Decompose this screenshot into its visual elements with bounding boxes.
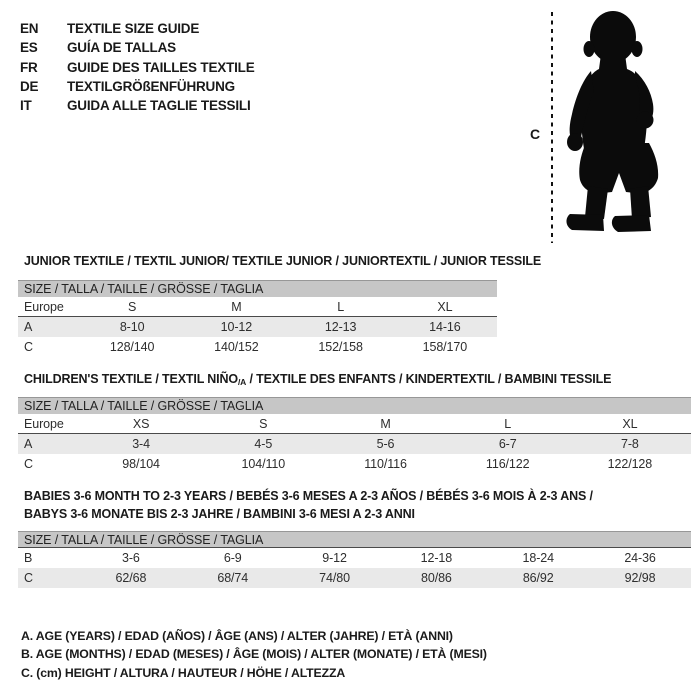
footnote-a: A. AGE (YEARS) / EDAD (AÑOS) / ÂGE (ANS) / ALTER (JAHRE) / ETÀ (ANNI) [21,629,453,643]
height-measure-dashed-line [551,12,553,243]
size-cell: 10-12 [220,320,253,334]
size-header-bar [18,280,497,297]
guide-title: GUIDA ALLE TAGLIE TESSILI [67,98,251,114]
size-cell: M [380,416,391,431]
size-header-bar [18,531,691,548]
list-item [20,58,255,77]
size-cell: 122/128 [607,457,653,471]
table-row [18,317,497,337]
size-cell: 128/140 [109,340,155,354]
size-cell: 152/158 [318,340,363,354]
list-item [20,77,255,96]
size-cell: L [337,299,345,314]
table-row [18,297,497,317]
size-header-label: SIZE / TALLA / TAILLE / GRÖSSE / TAGLIA [24,282,264,296]
table-row [18,454,691,474]
list-item [20,38,255,57]
size-cell: 7-8 [621,437,639,451]
row-label: A [24,437,33,451]
size-cell: 14-16 [429,320,461,334]
nino-a-subscript: /A [237,377,247,387]
toddler-silhouette [558,8,668,240]
section-title-children-text: / TEXTILE DES ENFANTS / KINDERTEXTIL / BAMBINI TESSILE [246,372,612,386]
size-cell: 68/74 [217,571,249,585]
size-cell: S [128,299,137,314]
footnotes [21,627,487,682]
language-code: IT [20,98,32,114]
section-title-babies-line1: BABIES 3-6 MONTH TO 2-3 YEARS / BEBÉS 3-6 MESES A 2-3 AÑOS / BÉBÉS 3-6 MOIS À 2-3 ANS / [24,489,593,503]
size-cell: 9-12 [322,551,347,565]
children-size-table [18,397,691,474]
size-cell: 12-18 [420,551,453,565]
section-title-babies [24,487,593,523]
table-row [18,568,691,588]
babies-size-table [18,531,691,588]
language-code: FR [20,59,38,75]
size-cell: 6-7 [498,437,517,451]
list-item [20,96,255,115]
size-cell: 24-36 [624,551,656,565]
size-cell: 80/86 [421,571,452,585]
table-row [18,337,497,357]
size-header-label: SIZE / TALLA / TAILLE / GRÖSSE / TAGLIA [24,532,264,547]
footnote-c: C. (cm) HEIGHT / ALTURA / HAUTEUR / HÖHE / ALTEZZA [21,665,346,680]
guide-title: GUÍA DE TALLAS [67,40,176,56]
size-cell: 4-5 [254,437,273,451]
measure-label-c: C [530,126,541,142]
guide-title: TEXTILE SIZE GUIDE [67,21,200,37]
size-cell: 8-10 [119,320,145,334]
size-cell: 110/116 [364,457,407,471]
size-cell: M [231,299,242,314]
size-cell: L [504,416,512,431]
row-label: C [24,340,33,354]
row-label: C [24,571,33,585]
language-title-list [20,19,255,115]
guide-title: GUIDE DES TAILLES TEXTILE [67,59,255,75]
guide-title: TEXTILGRÖßENFÜHRUNG [67,79,235,95]
row-label: Europe [24,299,64,314]
row-label: A [24,320,33,334]
section-title-children [24,370,611,391]
size-cell: 158/170 [422,340,468,354]
language-code: ES [20,40,38,56]
footnote-b: B. AGE (MONTHS) / EDAD (MESES) / ÂGE (MOIS) / ALTER (MONATE) / ETÀ (MESI) [21,647,487,662]
size-cell: 12-13 [324,320,357,334]
row-label: Europe [24,416,64,431]
size-cell: XL [622,416,638,431]
table-row [18,434,691,454]
size-cell: 86/92 [522,571,554,585]
table-row [18,414,691,434]
size-cell: 104/110 [241,457,286,471]
size-cell: 5-6 [376,437,395,451]
section-title-babies-line2: BABYS 3-6 MONATE BIS 2-3 JAHRE / BAMBINI 3-6 MESI A 2-3 ANNI [24,507,415,521]
size-cell: 62/68 [115,571,147,585]
table-row [18,548,691,568]
size-cell: S [259,416,268,431]
row-label: C [24,457,33,471]
size-cell: 92/98 [624,571,656,585]
size-header-bar [18,397,691,414]
size-cell: 6-9 [223,551,242,565]
size-header-label: SIZE / TALLA / TAILLE / GRÖSSE / TAGLIA [24,399,264,413]
size-cell: XL [437,299,453,314]
section-title-junior: JUNIOR TEXTILE / TEXTIL JUNIOR/ TEXTILE JUNIOR / JUNIORTEXTIL / JUNIOR TESSILE [24,254,542,268]
language-code: DE [20,79,39,95]
size-cell: XS [132,416,150,431]
language-code: EN [20,21,39,37]
junior-size-table [18,280,497,357]
size-cell: 18-24 [522,551,554,565]
size-cell: 74/80 [319,571,350,585]
size-cell: 3-4 [132,437,150,451]
size-cell: 116/122 [485,457,530,471]
size-cell: 140/152 [214,340,259,354]
size-cell: 98/104 [122,457,160,471]
size-cell: 3-6 [122,551,140,565]
section-title-children-text: CHILDREN'S TEXTILE / TEXTIL NIÑO [24,372,238,386]
row-label: B [24,551,33,565]
list-item [20,19,255,38]
